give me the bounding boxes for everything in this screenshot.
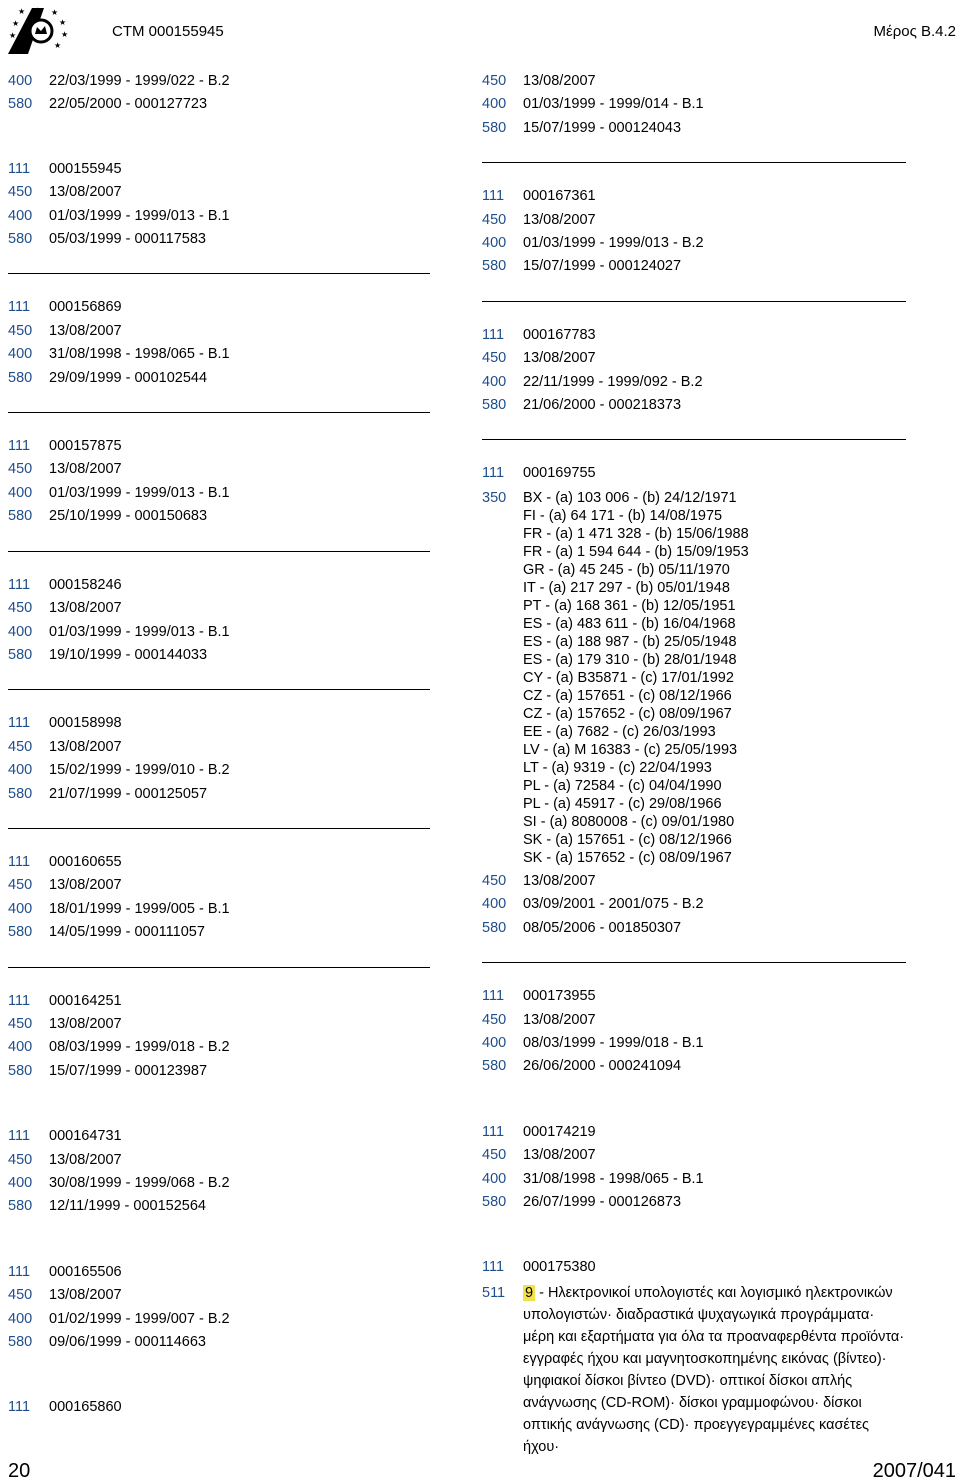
field-code: 111 xyxy=(8,1128,31,1145)
field-row xyxy=(8,621,430,644)
goods-line: οπτικής ανάγνωσης (CD)· προεγγεγραμμένες κασέτες ήχου· xyxy=(523,1417,870,1456)
field-code: 400 xyxy=(8,346,33,363)
field-code: 580 xyxy=(8,231,33,248)
entry-block xyxy=(482,322,906,418)
entry-block xyxy=(8,988,430,1084)
field-code: 111 xyxy=(8,160,31,177)
field-value: 000175380 xyxy=(523,1259,596,1276)
field-row xyxy=(482,870,906,893)
field-row xyxy=(8,759,430,782)
goods-first-line-text: - Ηλεκτρονικοί υπολογιστές και λογισμικό ηλεκτρονικών xyxy=(535,1284,893,1301)
field-value: 000169755 xyxy=(523,465,596,482)
goods-line: εγγραφές ήχου και μαγνητοσκοπημένης εικόνας (βίντεο)· xyxy=(523,1351,887,1368)
separator-line xyxy=(482,962,906,963)
priority-claims-row xyxy=(482,489,906,867)
field-value: 26/06/2000 - 000241094 xyxy=(523,1058,682,1075)
goods-line: μέρη και εξαρτήματα για όλα τα προαναφερθέντα προϊόντα· xyxy=(523,1328,905,1345)
field-code: 111 xyxy=(8,1399,31,1416)
field-value: 13/08/2007 xyxy=(49,1015,122,1032)
field-row xyxy=(8,435,430,458)
priority-claim-line: ES - (a) 179 310 - (b) 28/01/1948 xyxy=(523,651,737,668)
separator-line xyxy=(8,273,430,274)
goods-first-line xyxy=(523,1282,906,1304)
field-value: 26/07/1999 - 000126873 xyxy=(523,1193,682,1210)
separator-line xyxy=(8,551,430,552)
field-row xyxy=(482,232,906,255)
field-code: 450 xyxy=(8,1151,33,1168)
priority-claim-line: IT - (a) 217 297 - (b) 05/01/1948 xyxy=(523,579,730,596)
field-row xyxy=(8,1013,430,1036)
field-code: 400 xyxy=(482,1170,507,1187)
field-value: 13/08/2007 xyxy=(523,211,596,228)
priority-claim-line: GR - (a) 45 245 - (b) 05/11/1970 xyxy=(523,561,730,578)
field-row xyxy=(8,1195,430,1218)
field-code: 580 xyxy=(482,258,507,275)
field-row xyxy=(8,296,430,319)
field-code: 580 xyxy=(8,924,33,941)
field-row xyxy=(482,1055,906,1078)
field-value: 01/03/1999 - 1999/013 - B.1 xyxy=(49,207,230,224)
field-value: 13/08/2007 xyxy=(49,184,122,201)
field-row xyxy=(482,1121,906,1144)
field-value: 000158998 xyxy=(49,715,122,732)
page-header xyxy=(0,0,960,60)
field-value: 000156869 xyxy=(49,299,122,316)
field-code: 400 xyxy=(8,762,33,779)
field-row xyxy=(482,70,906,93)
svg-text:★: ★ xyxy=(54,41,62,50)
field-code: 400 xyxy=(482,235,507,252)
entry-block xyxy=(8,1259,430,1355)
priority-claim-line: SI - (a) 8080008 - (c) 09/01/1980 xyxy=(523,813,735,830)
field-row xyxy=(482,985,906,1008)
entry-block xyxy=(482,1119,906,1215)
field-code: 111 xyxy=(8,576,31,593)
field-code: 450 xyxy=(482,211,507,228)
field-row xyxy=(8,482,430,505)
field-code: 400 xyxy=(8,1039,33,1056)
field-value: 30/08/1999 - 1999/068 - B.2 xyxy=(49,1175,230,1191)
priority-claim-line: BX - (a) 103 006 - (b) 24/12/1971 xyxy=(523,489,737,506)
field-code: 450 xyxy=(482,73,507,89)
field-value: 01/03/1999 - 1999/013 - B.1 xyxy=(49,623,230,640)
doc-id: CTM 000155945 xyxy=(112,23,224,40)
field-value: 13/08/2007 xyxy=(49,1287,122,1304)
priority-claim-line: LV - (a) M 16383 - (c) 25/05/1993 xyxy=(523,741,738,758)
field-code: 580 xyxy=(8,785,33,802)
field-value: 22/05/2000 - 000127723 xyxy=(49,96,208,113)
field-row xyxy=(8,874,430,897)
field-value: 13/08/2007 xyxy=(523,1011,596,1028)
field-code: 580 xyxy=(482,1058,507,1075)
field-value: 13/08/2007 xyxy=(49,322,122,339)
field-code: 450 xyxy=(8,600,33,617)
field-row xyxy=(482,209,906,232)
priority-claim-line: ES - (a) 188 987 - (b) 25/05/1948 xyxy=(523,633,737,650)
field-row xyxy=(8,921,430,944)
field-row xyxy=(8,1396,430,1419)
field-value: 000164251 xyxy=(49,992,122,1009)
field-row xyxy=(8,1172,430,1195)
field-code: 400 xyxy=(8,73,33,89)
field-row xyxy=(8,158,430,181)
field-value: 000165860 xyxy=(49,1399,122,1416)
field-value: 08/03/1999 - 1999/018 - B.1 xyxy=(523,1034,704,1051)
field-value: 01/03/1999 - 1999/013 - B.1 xyxy=(49,484,230,501)
page-number: 20 xyxy=(8,1460,31,1482)
entry-block xyxy=(8,433,430,529)
goods-line: υπολογιστών· διαδραστικά ψυχαγωγικά προγράμματα· xyxy=(523,1306,875,1323)
field-row xyxy=(8,1284,430,1307)
entry-block xyxy=(8,294,430,390)
field-value: 21/06/2000 - 000218373 xyxy=(523,397,682,414)
priority-claim-line: PL - (a) 72584 - (c) 04/04/1990 xyxy=(523,777,722,794)
separator-line xyxy=(8,412,430,413)
field-row xyxy=(8,851,430,874)
goods-services-text xyxy=(523,1282,906,1459)
field-value: 13/08/2007 xyxy=(49,877,122,894)
field-value: 15/07/1999 - 000124043 xyxy=(523,119,682,136)
field-row xyxy=(482,1009,906,1032)
field-code: 580 xyxy=(482,397,507,414)
field-value: 13/08/2007 xyxy=(49,461,122,478)
field-row xyxy=(482,93,906,116)
field-code: 580 xyxy=(8,1198,33,1215)
field-code: 450 xyxy=(8,322,33,339)
field-code: 400 xyxy=(482,896,507,913)
field-code: 400 xyxy=(8,207,33,224)
field-value: 000155945 xyxy=(49,160,122,177)
nice-class-number: 9 xyxy=(525,1284,534,1301)
field-row xyxy=(482,917,906,940)
field-code: 580 xyxy=(8,508,33,525)
separator-line xyxy=(482,439,906,440)
field-value: 15/07/1999 - 000124027 xyxy=(523,258,682,275)
field-code: 450 xyxy=(8,461,33,478)
entry-block xyxy=(8,156,430,252)
field-code: 111 xyxy=(482,465,505,482)
field-value: 13/08/2007 xyxy=(523,73,596,89)
priority-claim-line: CY - (a) B35871 - (c) 17/01/1992 xyxy=(523,669,734,686)
field-value: 000164731 xyxy=(49,1128,122,1145)
field-value: 15/02/1999 - 1999/010 - B.2 xyxy=(49,762,230,779)
field-row xyxy=(482,117,906,140)
field-row xyxy=(8,783,430,806)
field-code: 450 xyxy=(8,738,33,755)
priority-claim-line: PT - (a) 168 361 - (b) 12/05/1951 xyxy=(523,597,736,614)
entry-block xyxy=(482,68,906,140)
entry-block xyxy=(482,1254,906,1458)
field-code: 450 xyxy=(482,350,507,367)
field-code: 511 xyxy=(482,1284,506,1301)
entry-block xyxy=(482,460,906,940)
field-code: 111 xyxy=(482,326,505,343)
field-row xyxy=(8,1149,430,1172)
field-code: 111 xyxy=(8,715,31,732)
field-code: 450 xyxy=(8,1015,33,1032)
field-row xyxy=(8,320,430,343)
separator-line xyxy=(8,689,430,690)
field-row xyxy=(8,990,430,1013)
field-value: 21/07/1999 - 000125057 xyxy=(49,785,208,802)
field-code: 400 xyxy=(8,900,33,917)
field-value: 13/08/2007 xyxy=(523,350,596,367)
field-row xyxy=(8,1261,430,1284)
entry-block xyxy=(8,1123,430,1219)
field-code: 400 xyxy=(8,484,33,501)
field-code: 400 xyxy=(8,623,33,640)
field-value: 31/08/1998 - 1998/065 - B.1 xyxy=(49,346,230,363)
field-code: 111 xyxy=(8,438,31,455)
field-code: 580 xyxy=(482,1193,507,1210)
priority-claim-line: SK - (a) 157652 - (c) 08/09/1967 xyxy=(523,849,732,866)
field-row xyxy=(482,1144,906,1167)
separator-line xyxy=(8,828,430,829)
issue-number: 2007/041 xyxy=(872,1460,956,1482)
field-value: 01/03/1999 - 1999/014 - B.1 xyxy=(523,96,704,113)
field-value: 08/03/1999 - 1999/018 - B.2 xyxy=(49,1039,230,1056)
priority-claim-line: FI - (a) 64 171 - (b) 14/08/1975 xyxy=(523,507,723,524)
field-row xyxy=(8,644,430,667)
field-code: 111 xyxy=(482,188,505,205)
field-row xyxy=(482,1032,906,1055)
svg-text:★: ★ xyxy=(18,7,26,16)
field-row xyxy=(8,93,430,116)
field-value: 13/08/2007 xyxy=(523,1147,596,1164)
field-value: 18/01/1999 - 1999/005 - B.1 xyxy=(49,900,230,917)
priority-claim-line: FR - (a) 1 594 644 - (b) 15/09/1953 xyxy=(523,543,749,560)
field-code: 450 xyxy=(8,877,33,894)
goods-services-row xyxy=(482,1282,906,1459)
field-row xyxy=(8,574,430,597)
priority-claim-line: EE - (a) 7682 - (c) 26/03/1993 xyxy=(523,723,716,740)
field-row xyxy=(8,505,430,528)
field-row xyxy=(8,597,430,620)
field-value: 22/03/1999 - 1999/022 - B.2 xyxy=(49,73,230,89)
separator-line xyxy=(482,301,906,302)
field-value: 01/03/1999 - 1999/013 - B.2 xyxy=(523,235,704,252)
field-row xyxy=(8,228,430,251)
field-code: 450 xyxy=(482,872,507,889)
field-code: 400 xyxy=(482,373,507,390)
field-value: 25/10/1999 - 000150683 xyxy=(49,508,208,525)
svg-text:★: ★ xyxy=(9,31,17,40)
field-row xyxy=(8,1125,430,1148)
field-row xyxy=(482,462,906,485)
field-value: 12/11/1999 - 000152564 xyxy=(49,1198,206,1215)
field-row xyxy=(8,458,430,481)
field-row xyxy=(8,898,430,921)
field-code: 450 xyxy=(482,1011,507,1028)
field-code: 580 xyxy=(8,1062,33,1079)
entry-block xyxy=(8,572,430,668)
svg-text:★: ★ xyxy=(51,8,59,17)
field-value: 13/08/2007 xyxy=(523,872,596,889)
field-code: 111 xyxy=(8,992,31,1009)
entry-block xyxy=(482,183,906,279)
entry-block xyxy=(8,1394,430,1419)
field-value: 13/08/2007 xyxy=(49,738,122,755)
field-row xyxy=(8,343,430,366)
field-row xyxy=(8,1060,430,1083)
field-code: 580 xyxy=(8,96,33,113)
field-row xyxy=(8,70,430,93)
field-code: 580 xyxy=(8,369,33,386)
svg-text:★: ★ xyxy=(34,6,42,15)
field-code: 580 xyxy=(8,1334,33,1351)
field-row xyxy=(8,736,430,759)
field-value: 000158246 xyxy=(49,576,122,593)
field-code: 450 xyxy=(482,1147,507,1164)
goods-line: ανάγνωσης (CD-ROM)· δίσκοι γραμμοφώνου· δίσκοι xyxy=(523,1395,862,1412)
field-row xyxy=(482,255,906,278)
field-value: 09/06/1999 - 000114663 xyxy=(49,1334,206,1351)
entry-block xyxy=(482,983,906,1079)
field-value: 000160655 xyxy=(49,853,122,870)
field-value: 08/05/2006 - 001850307 xyxy=(523,919,682,936)
priority-claim-line: SK - (a) 157651 - (c) 08/12/1966 xyxy=(523,831,732,848)
entry-block xyxy=(8,710,430,806)
field-row xyxy=(482,1168,906,1191)
svg-text:★: ★ xyxy=(61,30,69,39)
field-row xyxy=(8,181,430,204)
svg-text:★: ★ xyxy=(12,19,20,28)
field-row xyxy=(482,324,906,347)
field-row xyxy=(8,1331,430,1354)
entry-block xyxy=(8,68,430,117)
field-code: 111 xyxy=(482,988,505,1005)
field-value: 000165506 xyxy=(49,1263,122,1280)
field-row xyxy=(482,1191,906,1214)
field-row xyxy=(8,367,430,390)
field-code: 580 xyxy=(8,646,33,663)
goods-line: ψηφιακοί δίσκοι βίντεο (DVD)· οπτικοί δίσκοι απλής xyxy=(523,1373,853,1390)
field-row xyxy=(8,1036,430,1059)
field-value: 19/10/1999 - 000144033 xyxy=(49,646,208,663)
field-value: 000167361 xyxy=(523,188,596,205)
priority-claim-line: ES - (a) 483 611 - (b) 16/04/1968 xyxy=(523,615,736,632)
field-row xyxy=(482,394,906,417)
field-row xyxy=(482,347,906,370)
field-value: 000157875 xyxy=(49,438,122,455)
field-code: 111 xyxy=(8,299,31,316)
field-row xyxy=(8,205,430,228)
field-value: 000174219 xyxy=(523,1123,596,1140)
field-row xyxy=(482,1256,906,1279)
part-label: Μέρος Β.4.2 xyxy=(873,23,956,40)
field-code: 580 xyxy=(482,919,507,936)
field-value: 29/09/1999 - 000102544 xyxy=(49,369,208,386)
field-row xyxy=(8,1308,430,1331)
field-row xyxy=(482,185,906,208)
field-code: 111 xyxy=(482,1259,505,1276)
priority-claim-line: LT - (a) 9319 - (c) 22/04/1993 xyxy=(523,759,712,776)
priority-claims-list xyxy=(523,489,906,867)
field-row xyxy=(482,893,906,916)
field-code: 350 xyxy=(482,489,507,506)
field-code: 450 xyxy=(8,1287,33,1304)
svg-text:★: ★ xyxy=(59,18,67,27)
left-column xyxy=(8,68,430,1420)
field-value: 13/08/2007 xyxy=(49,1151,122,1168)
priority-claim-line: CZ - (a) 157651 - (c) 08/12/1966 xyxy=(523,687,732,704)
field-code: 400 xyxy=(482,96,507,113)
field-value: 000173955 xyxy=(523,988,596,1005)
field-value: 000167783 xyxy=(523,326,596,343)
field-value: 01/02/1999 - 1999/007 - B.2 xyxy=(49,1310,230,1327)
entry-block xyxy=(8,849,430,945)
field-value: 22/11/1999 - 1999/092 - B.2 xyxy=(523,373,703,390)
field-value: 03/09/2001 - 2001/075 - B.2 xyxy=(523,896,704,913)
field-code: 450 xyxy=(8,184,33,201)
priority-claim-line: CZ - (a) 157652 - (c) 08/09/1967 xyxy=(523,705,732,722)
field-value: 05/03/1999 - 000117583 xyxy=(49,231,206,248)
field-value: 31/08/1998 - 1998/065 - B.1 xyxy=(523,1170,704,1187)
field-value: 13/08/2007 xyxy=(49,600,122,617)
field-value: 15/07/1999 - 000123987 xyxy=(49,1062,208,1079)
field-row xyxy=(8,712,430,735)
field-code: 111 xyxy=(8,853,31,870)
right-column xyxy=(482,68,906,1459)
priority-claim-line: PL - (a) 45917 - (c) 29/08/1966 xyxy=(523,795,722,812)
field-code: 111 xyxy=(482,1123,505,1140)
field-code: 400 xyxy=(8,1175,33,1191)
field-row xyxy=(482,371,906,394)
ohim-logo-icon xyxy=(4,4,74,56)
field-code: 580 xyxy=(482,119,507,136)
field-value: 14/05/1999 - 000111057 xyxy=(49,924,205,941)
separator-line xyxy=(482,162,906,163)
field-code: 111 xyxy=(8,1263,31,1280)
separator-line xyxy=(8,967,430,968)
field-code: 400 xyxy=(482,1034,507,1051)
priority-claim-line: FR - (a) 1 471 328 - (b) 15/06/1988 xyxy=(523,525,749,542)
field-code: 400 xyxy=(8,1310,33,1327)
